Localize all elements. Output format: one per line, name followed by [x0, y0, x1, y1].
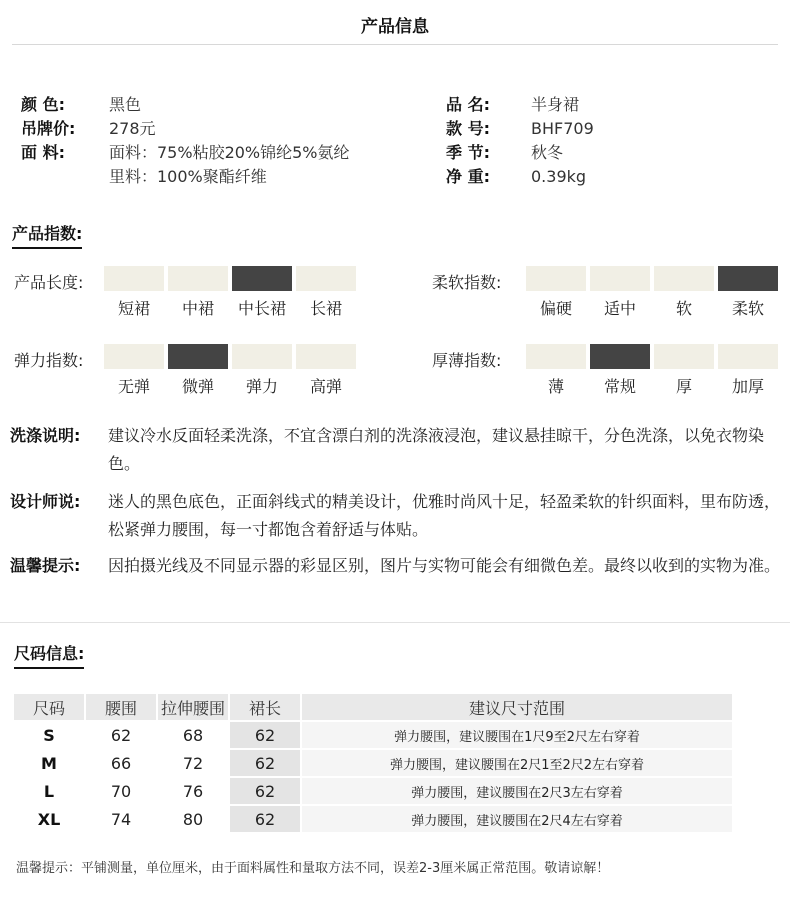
- index-bar: [296, 344, 356, 369]
- index-thickness: [432, 344, 782, 404]
- desc-label: 设计师说:: [10, 492, 81, 511]
- index-softness: [432, 266, 782, 326]
- basic-info-left: [21, 93, 350, 189]
- index-option: 高弹: [309, 377, 342, 396]
- info-row-fabric: [21, 141, 350, 165]
- index-option: 中裙: [181, 299, 214, 318]
- header-length: 裙长: [230, 694, 300, 720]
- header-size: 尺码: [14, 694, 84, 720]
- index-option: 薄: [547, 377, 564, 396]
- index-bars: [526, 266, 778, 291]
- info-row-weight: [446, 165, 594, 189]
- cell-stretch-waist: 76: [158, 778, 228, 804]
- cell-size: XL: [14, 806, 84, 832]
- desc-text: 因拍摄光线及不同显示器的彩显区别，图片与实物可能会有细微色差。最终以收到的实物为准。: [108, 556, 781, 575]
- index-options: [526, 374, 778, 397]
- info-value: 278元: [109, 119, 156, 138]
- index-bar: [526, 266, 586, 291]
- cell-length: 62: [230, 778, 300, 804]
- info-value: 黑色: [109, 95, 142, 114]
- info-label: 净 重:: [446, 167, 490, 186]
- index-bar: [718, 344, 778, 369]
- basic-info-right: [446, 93, 594, 189]
- info-row-style-number: [446, 117, 594, 141]
- index-option: 微弹: [181, 377, 214, 396]
- cell-length: 62: [230, 750, 300, 776]
- index-bar: [590, 266, 650, 291]
- info-label: 颜 色:: [21, 95, 65, 114]
- designer-notes: [10, 488, 780, 544]
- index-bar: [590, 344, 650, 369]
- cell-waist: 74: [86, 806, 156, 832]
- index-bar: [232, 266, 292, 291]
- table-row: [14, 778, 732, 804]
- info-value: 0.39kg: [531, 167, 587, 186]
- washing-instructions: [10, 422, 780, 478]
- section-divider: [0, 622, 790, 623]
- index-length: [14, 266, 374, 326]
- cell-size: M: [14, 750, 84, 776]
- cell-stretch-waist: 80: [158, 806, 228, 832]
- info-row-lining: [21, 165, 350, 189]
- cell-size: L: [14, 778, 84, 804]
- index-option: 长裙: [309, 299, 342, 318]
- info-row-season: [446, 141, 594, 165]
- cell-length: 62: [230, 806, 300, 832]
- index-bars: [526, 344, 778, 369]
- cell-size: S: [14, 722, 84, 748]
- index-bar: [104, 266, 164, 291]
- warm-tip: [10, 552, 780, 580]
- info-label: 面 料:: [21, 143, 65, 162]
- table-row: [14, 750, 732, 776]
- cell-stretch-waist: 72: [158, 750, 228, 776]
- index-options: [104, 296, 356, 319]
- cell-waist: 66: [86, 750, 156, 776]
- desc-label: 洗涤说明:: [10, 426, 81, 445]
- bottom-tip: 温馨提示：平铺测量，单位厘米，由于面料属性和量取方法不同，误差2-3厘米属正常范围。敬请谅解！: [16, 861, 610, 876]
- index-label: 产品长度:: [14, 273, 84, 292]
- index-bar: [104, 344, 164, 369]
- index-options: [526, 296, 778, 319]
- info-label: 款 号:: [446, 119, 490, 138]
- index-label: 柔软指数:: [432, 273, 502, 292]
- index-bar: [168, 344, 228, 369]
- desc-text: 迷人的黑色底色，正面斜线式的精美设计，优雅时尚风十足，轻盈柔软的针织面料，里布防透，松紧弹力腰围，每一寸都饱含着舒适与体贴。: [108, 492, 781, 539]
- table-header-row: [14, 694, 732, 720]
- info-value: 半身裙: [531, 95, 580, 114]
- index-bar: [654, 266, 714, 291]
- index-label: 弹力指数:: [14, 351, 84, 370]
- info-value: BHF709: [531, 119, 594, 138]
- cell-length: 62: [230, 722, 300, 748]
- info-row-color: [21, 93, 350, 117]
- index-elasticity: [14, 344, 374, 404]
- cell-stretch-waist: 68: [158, 722, 228, 748]
- index-options: [104, 374, 356, 397]
- cell-recommendation: 弹力腰围，建议腰围在2尺3左右穿着: [302, 778, 732, 804]
- desc-text: 建议冷水反面轻柔洗涤，不宜含漂白剂的洗涤液浸泡，建议悬挂晾干，分色洗涤，以免衣物染色。: [108, 426, 765, 473]
- index-bar: [718, 266, 778, 291]
- index-option: 软: [675, 299, 692, 318]
- index-option: 短裙: [117, 299, 150, 318]
- index-bar: [654, 344, 714, 369]
- table-row: [14, 722, 732, 748]
- index-option: 无弹: [117, 377, 150, 396]
- table-row: [14, 806, 732, 832]
- index-option: 柔软: [731, 299, 764, 318]
- index-bars: [104, 266, 356, 291]
- cell-recommendation: 弹力腰围，建议腰围在2尺1至2尺2左右穿着: [302, 750, 732, 776]
- index-option: 弹力: [245, 377, 278, 396]
- index-bar: [232, 344, 292, 369]
- header-waist: 腰围: [86, 694, 156, 720]
- size-section-title: 尺码信息:: [14, 643, 84, 669]
- info-value: 面料：75%粘胶20%锦纶5%氨纶: [109, 143, 350, 162]
- desc-label: 温馨提示:: [10, 556, 81, 575]
- info-label: 季 节:: [446, 143, 490, 162]
- page-title: 产品信息: [361, 17, 429, 37]
- title-divider: [12, 44, 778, 45]
- info-row-price: [21, 117, 350, 141]
- cell-waist: 62: [86, 722, 156, 748]
- index-option: 适中: [603, 299, 636, 318]
- index-option: 加厚: [731, 377, 764, 396]
- header-recommendation: 建议尺寸范围: [302, 694, 732, 720]
- index-option: 中长裙: [237, 299, 286, 318]
- size-table: [12, 692, 734, 834]
- index-bar: [296, 266, 356, 291]
- cell-recommendation: 弹力腰围，建议腰围在1尺9至2尺左右穿着: [302, 722, 732, 748]
- header-stretch-waist: 拉伸腰围: [158, 694, 228, 720]
- info-value: 秋冬: [531, 143, 564, 162]
- index-option: 常规: [603, 377, 636, 396]
- index-bar: [526, 344, 586, 369]
- info-value: 里料：100%聚酯纤维: [109, 167, 267, 186]
- index-label: 厚薄指数:: [432, 351, 502, 370]
- info-label: 吊牌价:: [21, 119, 76, 138]
- index-bars: [104, 344, 356, 369]
- index-option: 厚: [675, 377, 692, 396]
- index-section-title: 产品指数:: [12, 223, 82, 249]
- index-option: 偏硬: [539, 299, 572, 318]
- cell-recommendation: 弹力腰围，建议腰围在2尺4左右穿着: [302, 806, 732, 832]
- info-row-product-name: [446, 93, 594, 117]
- cell-waist: 70: [86, 778, 156, 804]
- info-label: 品 名:: [446, 95, 490, 114]
- index-bar: [168, 266, 228, 291]
